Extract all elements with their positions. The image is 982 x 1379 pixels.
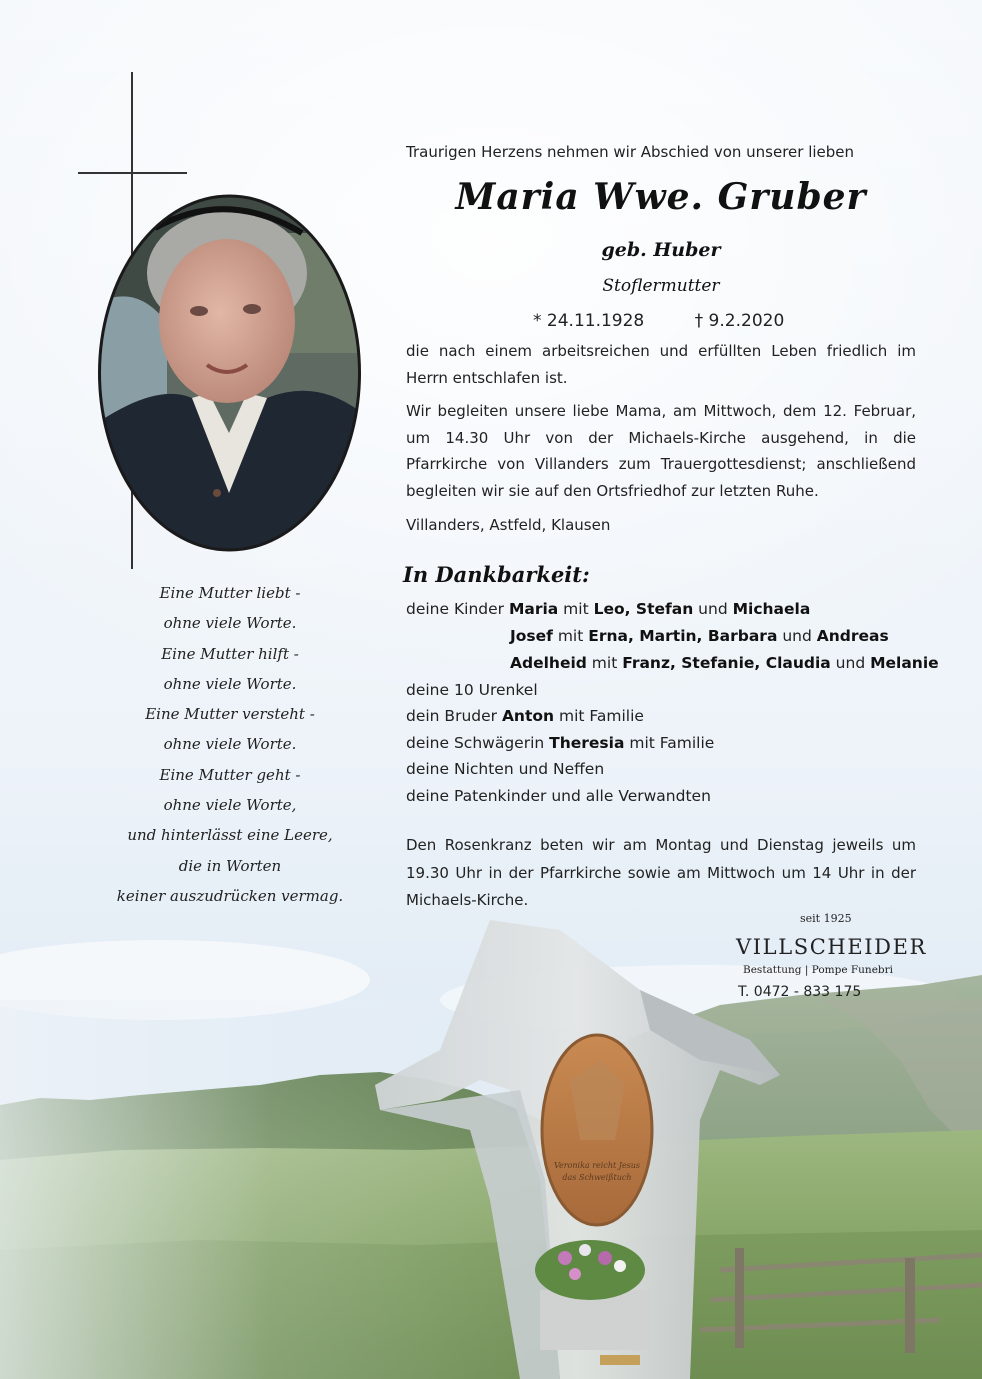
- thanks-heading: In Dankbarkeit:: [403, 562, 590, 587]
- passing-paragraph: die nach einem arbeitsreichen und erfüllten Leben friedlich im Herrn entschlafen ist.: [406, 342, 916, 387]
- poem-line: ohne viele Worte.: [163, 735, 297, 754]
- funeral-home-subtitle: Bestattung | Pompe Funebri: [743, 964, 894, 976]
- death-date: † 9.2.2020: [694, 311, 785, 331]
- family-line-great-grandchildren: deine 10 Urenkel: [406, 681, 538, 699]
- poem-line: keiner auszudrücken vermag.: [116, 886, 344, 905]
- poem-line: und hinterlässt eine Leere,: [127, 826, 333, 845]
- poem-line: Eine Mutter liebt -: [159, 584, 301, 602]
- svg-text:Veronika reicht Jesus: Veronika reicht Jesus: [553, 1161, 641, 1170]
- life-dates: [533, 311, 784, 331]
- funeral-home-logo: VILLSCHEIDER: [736, 935, 927, 959]
- family-line-brother: dein Bruder Anton mit Familie: [406, 707, 644, 725]
- funeral-home-phone: T. 0472 - 833 175: [738, 984, 862, 1000]
- poem-line: ohne viele Worte.: [163, 614, 297, 633]
- poem-line: ohne viele Worte.: [163, 674, 297, 693]
- birth-name: geb. Huber: [601, 239, 721, 261]
- family-line-sister-in-law: deine Schwägerin Theresia mit Familie: [406, 734, 715, 752]
- svg-text:das Schweißtuch: das Schweißtuch: [562, 1173, 632, 1182]
- portrait-photo: [97, 193, 362, 553]
- funeral-paragraph: Wir begleiten unsere liebe Mama, am Mittwoch, dem 12. Februar, um 14.30 Uhr von der Michaels-Kirche ausgehend, in die Pfarrkirche von Villanders zum Trauergottesdienst; anschließend begleiten wir sie auf den Ortsfriedhof zur letzten Ruhe.: [406, 402, 916, 500]
- house-name: Stoflermutter: [602, 276, 720, 296]
- places-line: Villanders, Astfeld, Klausen: [406, 516, 611, 534]
- cross-horizontal-line: [78, 172, 187, 174]
- poem-line: Eine Mutter geht -: [159, 765, 301, 784]
- intro-text: Traurigen Herzens nehmen wir Abschied von unserer lieben: [406, 143, 855, 161]
- poem-line: ohne viele Worte,: [163, 796, 297, 815]
- family-line-godchildren: deine Patenkinder und alle Verwandten: [406, 787, 711, 805]
- poem-line: die in Worten: [178, 856, 282, 875]
- family-line-children: deine Kinder Maria mit Leo, Stefan und Michaela: [406, 600, 811, 618]
- rosary-paragraph: Den Rosenkranz beten wir am Montag und Dienstag jeweils um 19.30 Uhr in der Pfarrkirche sowie am Mittwoch um 14 Uhr in der Michaels-Kirche.: [406, 836, 916, 909]
- poem-line: Eine Mutter versteht -: [145, 705, 315, 724]
- birth-date: * 24.11.1928: [533, 311, 645, 331]
- funeral-home-since: seit 1925: [800, 912, 852, 925]
- family-line-nieces-nephews: deine Nichten und Neffen: [406, 760, 605, 778]
- family-line-child-adelheid: Adelheid mit Franz, Stefanie, Claudia und Melanie: [510, 654, 939, 672]
- family-line-child-josef: Josef mit Erna, Martin, Barbara und Andreas: [510, 627, 889, 645]
- poem-line: Eine Mutter hilft -: [161, 644, 299, 663]
- poem: [100, 578, 360, 911]
- deceased-name: Maria Wwe. Gruber: [455, 176, 867, 218]
